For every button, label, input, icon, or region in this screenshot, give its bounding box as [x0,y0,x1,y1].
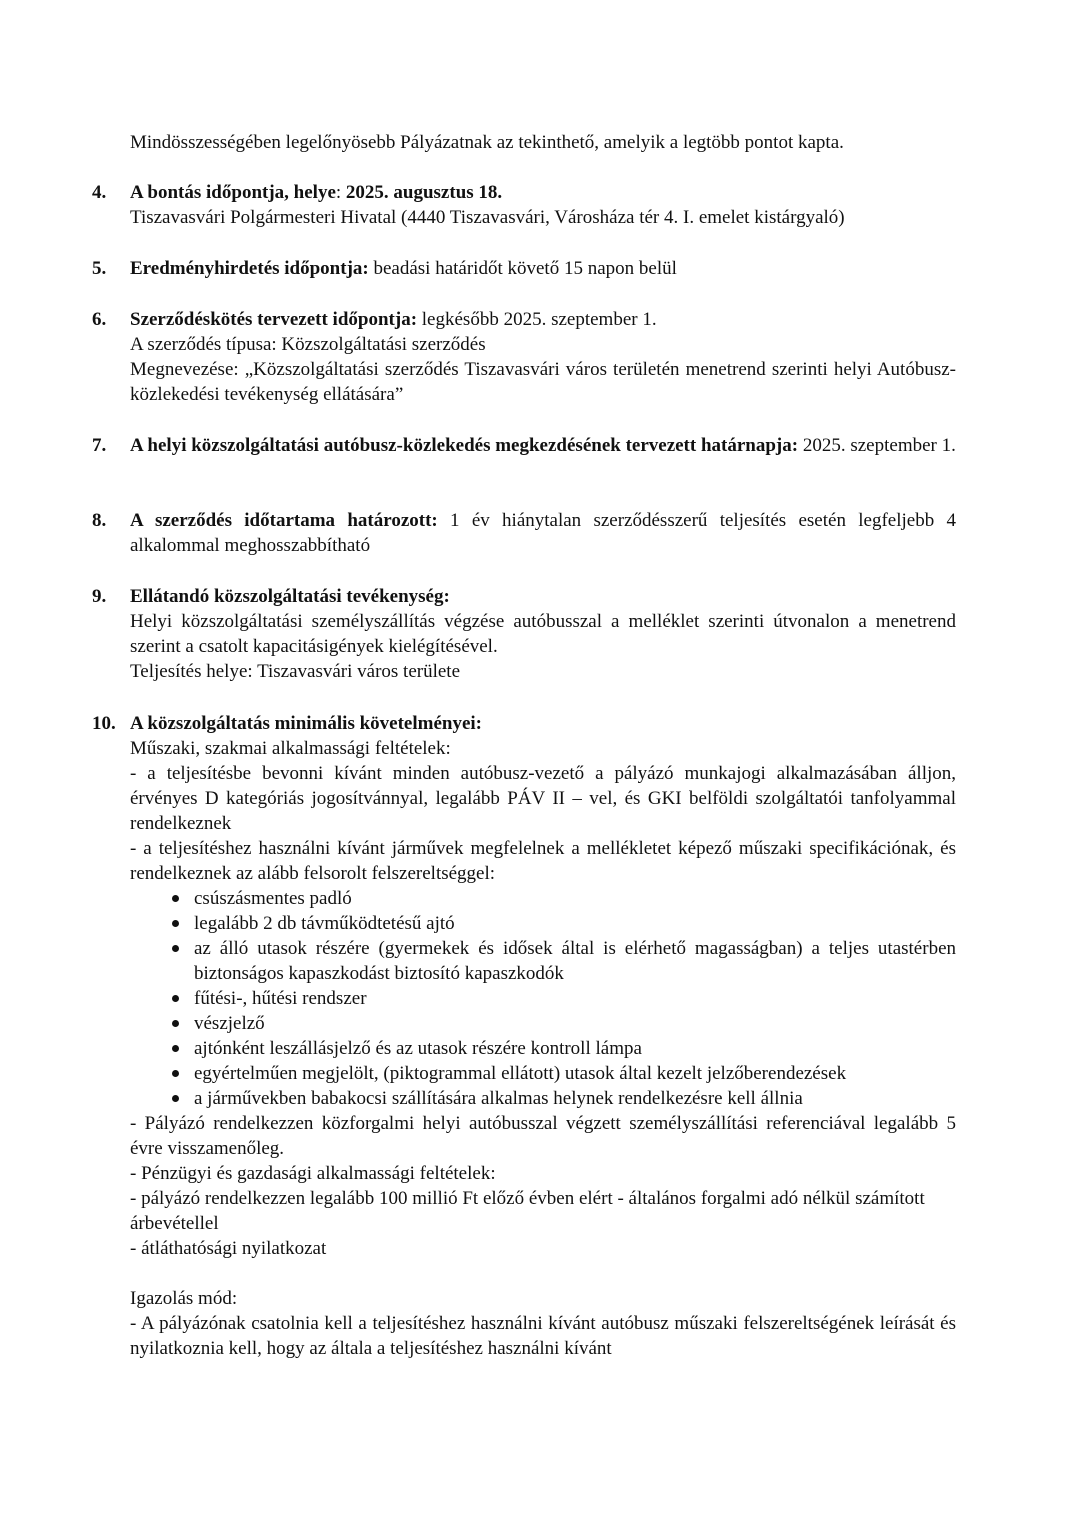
section-number: 7. [92,435,107,456]
section-8 [92,508,956,558]
transparency-statement: - átláthatósági nyilatkozat [130,1238,327,1259]
opening-place: Tiszavasvári Polgármesteri Hivatal (4440 Tiszavasvári, Városháza tér 4. I. emelet kistárgyaló) [130,207,845,228]
contract-type: A szerződés típusa: Közszolgáltatási szerződés [130,334,486,355]
equipment-list [130,886,956,1111]
section-number: 6. [92,309,107,330]
section-title: Ellátandó közszolgáltatási tevékenység: [130,586,450,607]
list-item: vészjelző [130,1011,956,1036]
driver-requirement: - a teljesítésbe bevonni kívánt minden autóbusz-vezető a pályázó munkajogi alkalmazásában álljon, érvényes D kategóriás jogosítvánnyal, legalább PÁV II – vel, és GKI belföldi szolgáltatói tanfolyammal rendelkeznek [130,763,956,834]
section-title: Szerződéskötés tervezett időpontja: [130,309,418,330]
list-item: a járművekben babakocsi szállítására alkalmas helynek rendelkezésre kell állnia [130,1086,956,1111]
section-number: 4. [92,182,107,203]
revenue-requirement: - pályázó rendelkezzen legalább 100 millió Ft előző évben elért - általános forgalmi adó nélkül számított árbevétellel [130,1188,925,1234]
section-4 [92,180,956,230]
list-item: csúszásmentes padló [130,886,956,911]
section-number: 8. [92,510,107,531]
section-number: 5. [92,258,107,279]
section-6 [92,307,956,407]
section-value: 2025. szeptember 1. [798,435,956,456]
section-10 [92,711,956,1361]
section-7 [92,433,956,458]
technical-conditions-heading: Műszaki, szakmai alkalmassági feltételek: [130,738,451,759]
list-item: egyértelműen megjelölt, (piktogrammal ellátott) utasok által kezelt jelzőberendezések [130,1061,956,1086]
section-number: 10. [92,713,116,734]
section-value: legkésőbb 2025. szeptember 1. [417,309,657,330]
section-value: beadási határidőt követő 15 napon belül [368,258,677,279]
performance-place: Teljesítés helye: Tiszavasvári város területe [130,661,461,682]
section-title: A szerződés időtartama határozott: [130,510,438,531]
list-item: legalább 2 db távműködtetésű ajtó [130,911,956,936]
proof-heading: Igazolás mód: [130,1288,238,1309]
activity-description: Helyi közszolgáltatási személyszállítás végzése autóbusszal a melléklet szerinti útvonalon a menetrend szerint a csatolt kapacitásigények kielégítésével. [130,611,956,657]
financial-conditions-heading: - Pénzügyi és gazdasági alkalmassági feltételek: [130,1163,496,1184]
proof-text: - A pályázónak csatolnia kell a teljesítéshez használni kívánt autóbusz műszaki felszereltségének leírását és nyilatkoznia kell, hogy az általa a teljesítéshez használni kívánt [130,1313,956,1359]
list-item: fűtési-, hűtési rendszer [130,986,956,1011]
section-title: Eredményhirdetés időpontja: [130,258,369,279]
list-item: az álló utasok részére (gyermekek és idősek által is elérhető magasságban) a teljes utastérben biztonságos kapaszkodást biztosító kapaszkodók [130,936,956,986]
section-title: A közszolgáltatás minimális követelményei: [130,713,482,734]
section-9 [92,584,956,684]
list-item: ajtónként leszállásjelző és az utasok részére kontroll lámpa [130,1036,956,1061]
reference-requirement: - Pályázó rendelkezzen közforgalmi helyi autóbusszal végzett személyszállítási referenciával legalább 5 évre visszamenőleg. [130,1113,956,1159]
contract-name: Megnevezése: „Közszolgáltatási szerződés Tiszavasvári város területén menetrend szerinti helyi Autóbusz-közlekedési tevékenység ellátására” [130,359,956,405]
section-value: 1 év hiánytalan szerződésszerű teljesítés esetén legfeljebb 4 alkalommal meghosszabbítható [130,510,956,556]
title-separator: : [335,182,346,203]
section-title: A helyi közszolgáltatási autóbusz-közlekedés megkezdésének tervezett határnapja: [130,435,799,456]
intro-paragraph: Mindösszességében legelőnyösebb Pályázatnak az tekinthető, amelyik a legtöbb pontot kapta. [130,132,844,153]
opening-date: 2025. augusztus 18. [345,182,503,203]
section-5 [92,256,956,281]
vehicle-requirement: - a teljesítéshez használni kívánt járművek megfelelnek a mellékletet képező műszaki specifikációnak, és rendelkeznek az alább felsorolt felszereltséggel: [130,838,956,884]
section-title: A bontás időpontja, helye [130,182,336,203]
section-number: 9. [92,586,107,607]
